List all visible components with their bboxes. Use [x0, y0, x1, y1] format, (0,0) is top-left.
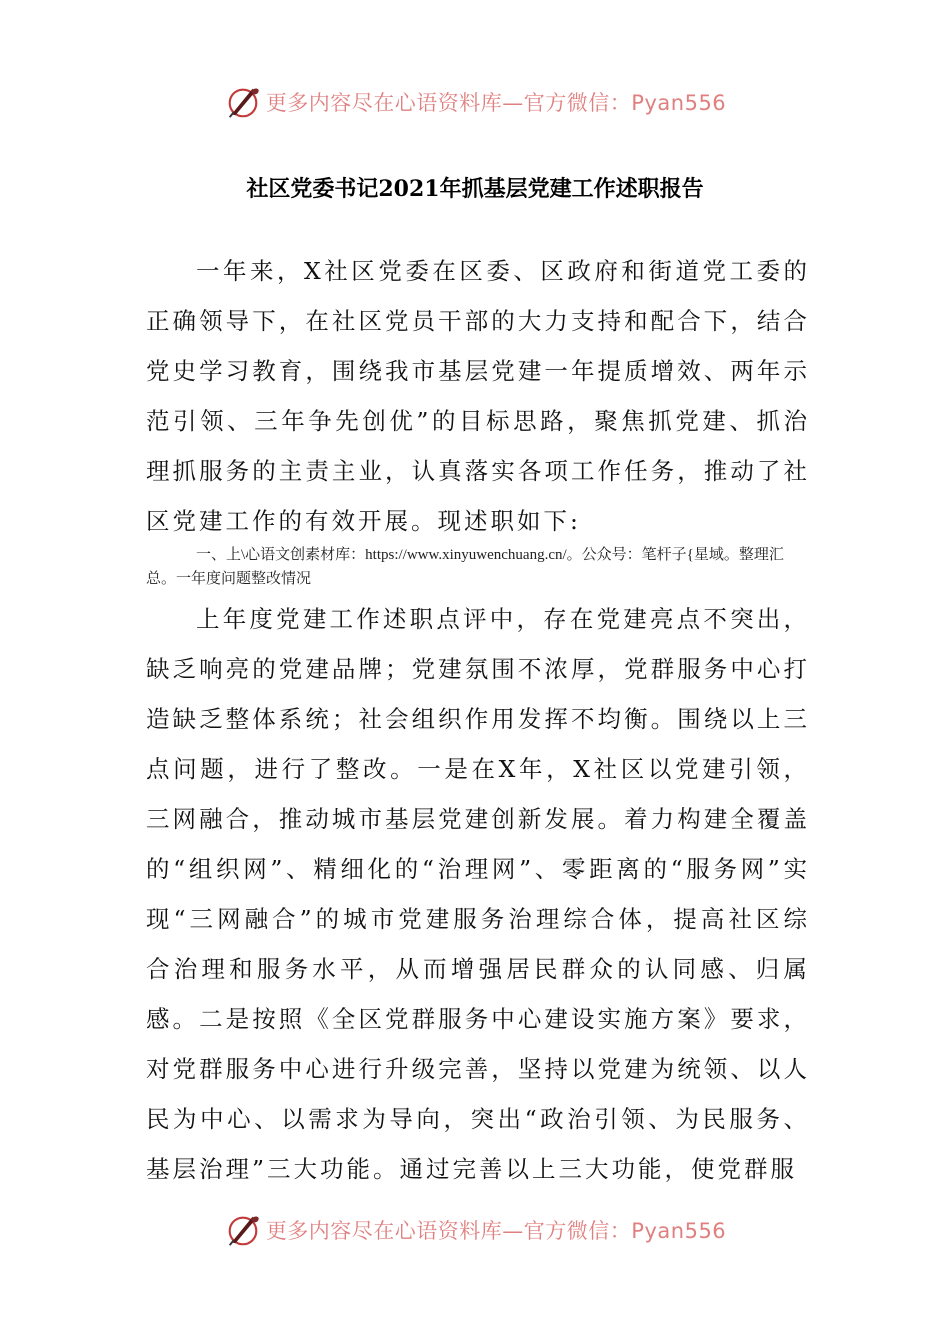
body-paragraph-intro: 一年来，X社区党委在区委、区政府和街道党工委的正确领导下，在社区党员干部的大力支持和配合下，结合党史学习教育，围绕我市基层党建一年提质增效、两年示范引领、三年争先创优”的目标思路，聚焦抓党建、抓治理抓服务的主责主业，认真落实各项工作任务，推动了社区党建工作的有效开展。现述职如下: — [146, 257, 810, 535]
section-heading-note: 一、上\心语文创素材库：https://www.xinyuwenchuang.cn/。公众号：笔杆子{星域。整理汇总。一年度问题整改情况 — [146, 547, 784, 587]
watermark-text: 更多内容尽在心语资料库—官方微信：Pyan556 — [265, 91, 727, 115]
quill-pen-circle-logo-icon — [224, 83, 262, 121]
body-paragraph-rectification: 上年度党建工作述职点评中，存在党建亮点不突出，缺乏响亮的党建品牌；党建氛围不浓厚，党群服务中心打造缺乏整体系统；社会组织作用发挥不均衡。围绕以上三点问题，进行了整改。一是在X年，X社区以党建引领，三网融合，推动城市基层党建创新发展。着力构建全覆盖的“组织网”、精细化的“治理网”、零距离的“服务网”实现“三网融合”的城市党建服务治理综合体，提高社区综合治理和服务水平，从而增强居民群众的认同感、归属感。二是按照《全区党群服务中心建设实施方案》要求，对党群服务中心进行升级完善，坚持以党建为统领、以人民为中心、以需求为导向，突出“政治引领、为民服务、基层治理”三大功能。通过完善以上三大功能，使党群服 — [146, 605, 810, 1183]
header-watermark-banner — [0, 80, 950, 124]
watermark-text: 更多内容尽在心语资料库—官方微信：Pyan556 — [265, 1219, 727, 1243]
footer-watermark-banner — [0, 1208, 950, 1252]
quill-pen-circle-logo-icon — [224, 1211, 262, 1249]
document-title: 社区党委书记2021年抓基层党建工作述职报告 — [246, 176, 704, 202]
